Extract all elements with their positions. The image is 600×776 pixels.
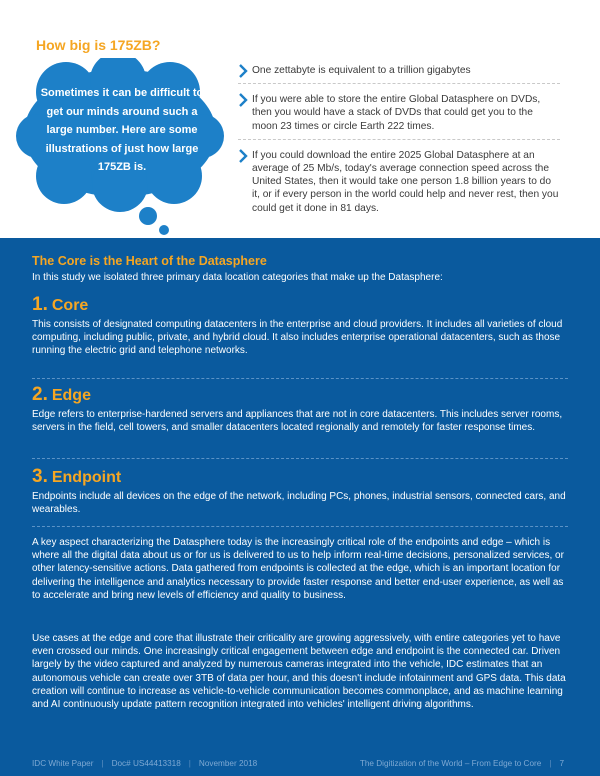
thought-cloud bbox=[14, 58, 226, 236]
section-name: Endpoint bbox=[51, 469, 122, 486]
section-number: 3. bbox=[32, 466, 48, 487]
sidebar-title: How big is 175ZB? bbox=[36, 37, 161, 53]
body-paragraph: A key aspect characterizing the Datasphere today is the increasingly critical role of the endpoints and edge – which is where all the digital data about us or for us is delivered to us to help inform real-time decisions, personalized services, or other latency-sensitive actions. Data gathered from endpoints is collected at the edge, which is an important location for delivering the intelligence and analytics necessary to provide faster response and better end-user experience, as well as to accelerate and bring new levels of efficiency and quality to business. bbox=[32, 537, 564, 601]
section-body: This consists of designated computing datacenters in the enterprise and cloud providers. It includes all varieties of cloud computing, including public, private, and hybrid cloud. It also includes enterprise operational datacenters, such as those running the electric grid and telephone networks. bbox=[32, 319, 563, 357]
divider bbox=[32, 526, 568, 527]
fact-text: If you were able to store the entire Global Datasphere on DVDs, then you would have a stack of DVDs that could get you to the moon 23 times or circle Earth 222 times. bbox=[252, 94, 541, 132]
divider bbox=[32, 378, 568, 379]
top-section bbox=[0, 0, 600, 238]
footer-paper: IDC White Paper bbox=[32, 758, 94, 768]
section-number: 2. bbox=[32, 384, 48, 405]
page-number: 7 bbox=[559, 758, 564, 768]
page-footer bbox=[0, 750, 600, 776]
footer-divider: | bbox=[549, 758, 552, 768]
fact-item bbox=[238, 149, 560, 215]
panel-title: The Core is the Heart of the Datasphere bbox=[32, 254, 267, 268]
section-edge bbox=[32, 384, 568, 434]
section-heading bbox=[32, 294, 568, 316]
section-heading bbox=[32, 466, 568, 488]
footer-title: The Digitization of the World – From Edge to Core bbox=[359, 758, 542, 768]
footer-divider: | bbox=[188, 758, 191, 768]
section-endpoint bbox=[32, 466, 568, 516]
chevron-right-icon bbox=[238, 93, 248, 107]
divider bbox=[32, 458, 568, 459]
divider bbox=[238, 83, 560, 84]
section-body: Edge refers to enterprise-hardened servers and appliances that are not in core datacenters. This includes server rooms, servers in the field, cell towers, and smaller datacenters located regionally and remotely for faster response times. bbox=[32, 409, 563, 434]
footer-divider: | bbox=[101, 758, 104, 768]
fact-item bbox=[238, 64, 560, 77]
facts-list bbox=[238, 64, 560, 215]
body-paragraph: Use cases at the edge and core that illustrate their criticality are growing aggressively, with entire categories yet to have even crossed our minds. One increasingly critical engagement between edge and endpoint is the connected car. Driven largely by the video captured and analyzed by numerous cameras integrated into the vehicle, IDC estimates that an autonomous vehicle can create over 3TB of data per hour, and this doesn't include infotainment and GPS data. This data creation will continue to increase as vehicle-to-vehicle communication becomes commonplace, and as machine learning and AI continuously update pattern recognition integrated into vehicles' intelligent driving algorithms. bbox=[32, 633, 566, 711]
footer-left bbox=[32, 759, 257, 768]
section-heading bbox=[32, 384, 568, 406]
fact-text: One zettabyte is equivalent to a trillion gigabytes bbox=[252, 65, 471, 76]
section-name: Edge bbox=[51, 387, 91, 404]
footer-right bbox=[360, 759, 564, 768]
footer-doc: Doc# US44413318 bbox=[111, 758, 181, 768]
section-core bbox=[32, 294, 568, 358]
blue-panel bbox=[0, 238, 600, 776]
chevron-right-icon bbox=[238, 149, 248, 163]
fact-item bbox=[238, 93, 560, 133]
cloud-text: Sometimes it can be difficult to get our minds around such a large number. Here are some illustrations of just how large 175ZB is. bbox=[40, 87, 204, 173]
fact-text: If you could download the entire 2025 Global Datasphere at an average of 25 Mb/s, today's average connection speed across the United States, then it would take one person 1.8 billion years to do it, or if every person in the world could help and never rest, then you could get it done in 81 days. bbox=[252, 149, 559, 214]
chevron-right-icon bbox=[238, 64, 248, 78]
section-body: Endpoints include all devices on the edge of the network, including PCs, phones, industrial sensors, connected cars, and wearables. bbox=[32, 491, 566, 516]
section-number: 1. bbox=[32, 294, 48, 315]
divider bbox=[238, 139, 560, 140]
section-name: Core bbox=[51, 297, 89, 314]
panel-intro: In this study we isolated three primary data location categories that make up the Datasphere: bbox=[32, 272, 443, 283]
footer-date: November 2018 bbox=[198, 758, 258, 768]
